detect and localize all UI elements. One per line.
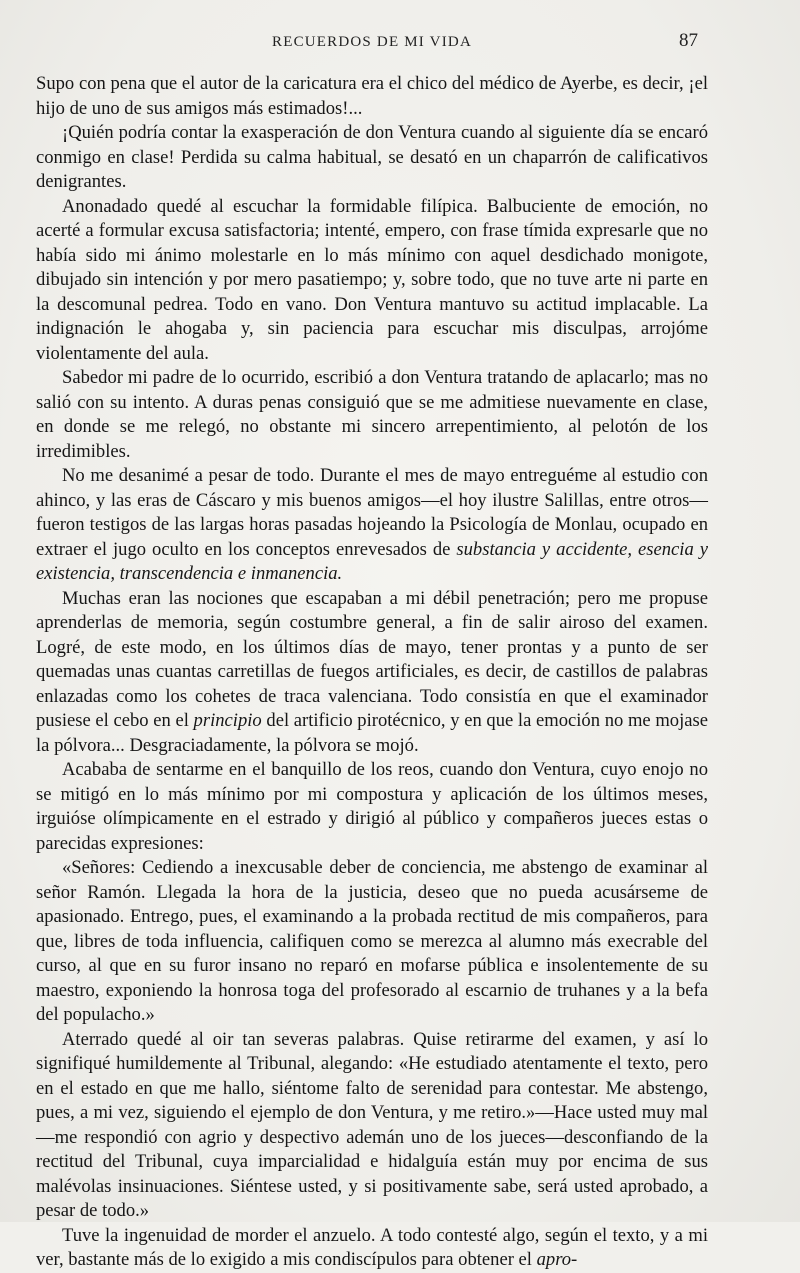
paragraph-text: «Señores: Cediendo a inexcusable deber de conciencia, me abstengo de examinar al señor Ramón. Llegada la hora de la justicia, deseo que no pueda acusárseme de apasionado. Entrego, pues, el examinando a la probada rectitud de mis compañeros, para que, libres de toda influencia, califiquen como se merezca al alumno más execrable del curso, al que en su furor insano no reparó en mofarse pública e insolentemente de su maestro, exponiendo la honrosa toga del profesorado al escarnio de truhanes y a la befa del populacho.» <box>36 857 708 1025</box>
italic-phrase: principio <box>193 710 262 731</box>
italic-phrase: apro- <box>536 1249 578 1270</box>
paragraph-text: No me desanimé a pesar de todo. Durante el mes de mayo entreguéme al estudio con ahinco, y las eras de Cáscaro y mis buenos amigos—el hoy ilustre Salillas, entre otros—fueron testigos de las largas horas pasadas hojeando la Psicología de Monlau, ocupado en extraer el jugo oculto en los conceptos enrevesados de <box>36 465 708 560</box>
page-number: 87 <box>679 30 698 51</box>
paragraph-10 <box>36 1224 708 1273</box>
paragraph-text: Tuve la ingenuidad de morder el anzuelo. A todo contesté algo, según el texto, y a mi ver, bastante más de lo exigido a mis condiscípulos para obtener el <box>36 1224 708 1270</box>
paragraph-9 <box>36 1028 708 1224</box>
paragraph-text: Aterrado quedé al oir tan severas palabras. Quise retirarme del examen, y así lo signifiqué humildemente al Tribunal, alegando: «He estudiado atentamente el texto, pero en el estado en que me hallo, siéntome falto de serenidad para contestar. Me abstengo, pues, a mi vez, siguiendo el ejemplo de don Ventura, y me retiro.»—Hace usted muy mal—me respondió con agrio y despectivo ademán uno de los jueces—desconfiando de la rectitud del Tribunal, cuya imparcialidad e hidalguía están muy por encima de sus malévolas insinuaciones. Siéntese usted, y si positivamente sabe, será usted aprobado, a pesar de todo.» <box>36 1028 708 1221</box>
paragraph-text: Supo con pena que el autor de la caricatura era el chico del médico de Ayerbe, es decir, ¡el hijo de uno de sus amigos más estimados!... <box>36 73 708 119</box>
paragraph-text: Sabedor mi padre de lo ocurrido, escribió a don Ventura tratando de aplacarlo; mas no salió con su intento. A duras penas consiguió que se me admitiese nuevamente en clase, en donde se me relegó, no obstante mi sincero arrepentimiento, al pelotón de los irredimibles. <box>36 367 708 462</box>
paragraph-text: Acababa de sentarme en el banquillo de los reos, cuando don Ventura, cuyo enojo no se mitigó en lo más mínimo por mi compostura y aplicación de los últimos meses, irguióse olímpicamente en el estrado y dirigió al público y compañeros jueces estas o parecidas expresiones: <box>36 759 708 854</box>
paragraph-1 <box>36 72 708 121</box>
italic-phrase: substancia y accidente, esencia y existencia, transcendencia e inmanencia. <box>36 538 708 584</box>
paragraph-2 <box>36 121 708 195</box>
paragraph-4 <box>36 366 708 464</box>
paragraph-6 <box>36 587 708 759</box>
paragraph-3 <box>36 195 708 367</box>
paragraph-text: Muchas eran las nociones que escapaban a mi débil penetración; pero me propuse aprenderlas de memoria, según costumbre general, a fin de salir airoso del examen. Logré, de este modo, en los últimos días de mayo, tener prontas y a punto de ser quemadas unas cuantas carretillas de fuegos artificiales, es decir, de castillos de palabras enlazadas como los cohetes de traca valenciana. Todo consistía en que el examinador pusiese el cebo en el <box>36 587 708 731</box>
page-header <box>0 30 800 54</box>
paragraph-8 <box>36 856 708 1028</box>
paragraph-7 <box>36 758 708 856</box>
running-title: RECUERDOS DE MI VIDA <box>272 34 472 50</box>
paragraph-text: Anonadado quedé al escuchar la formidable filípica. Balbuciente de emoción, no acerté a formular excusa satisfactoria; intenté, empero, con frase tímida expresarle que no había sido mi ánimo molestarle en lo más mínimo con aquel desdichado monigote, dibujado sin intención y por mero pasatiempo; y, sobre todo, que no tuve arte ni parte en la descomunal pedrea. Todo en vano. Don Ventura mantuvo su actitud implacable. La indignación le ahogaba y, sin paciencia para escuchar mis disculpas, arrojóme violentamente del aula. <box>36 195 708 364</box>
body-text <box>36 72 708 1270</box>
paragraph-text: del artificio pirotécnico, y en que la emoción no me mojase la pólvora... Desgraciadamente, la pólvora se mojó. <box>36 710 708 756</box>
paragraph-5 <box>36 464 708 587</box>
paragraph-text: ¡Quién podría contar la exasperación de don Ventura cuando al siguiente día se encaró conmigo en clase! Perdida su calma habitual, se desató en un chaparrón de calificativos denigrantes. <box>36 122 708 192</box>
